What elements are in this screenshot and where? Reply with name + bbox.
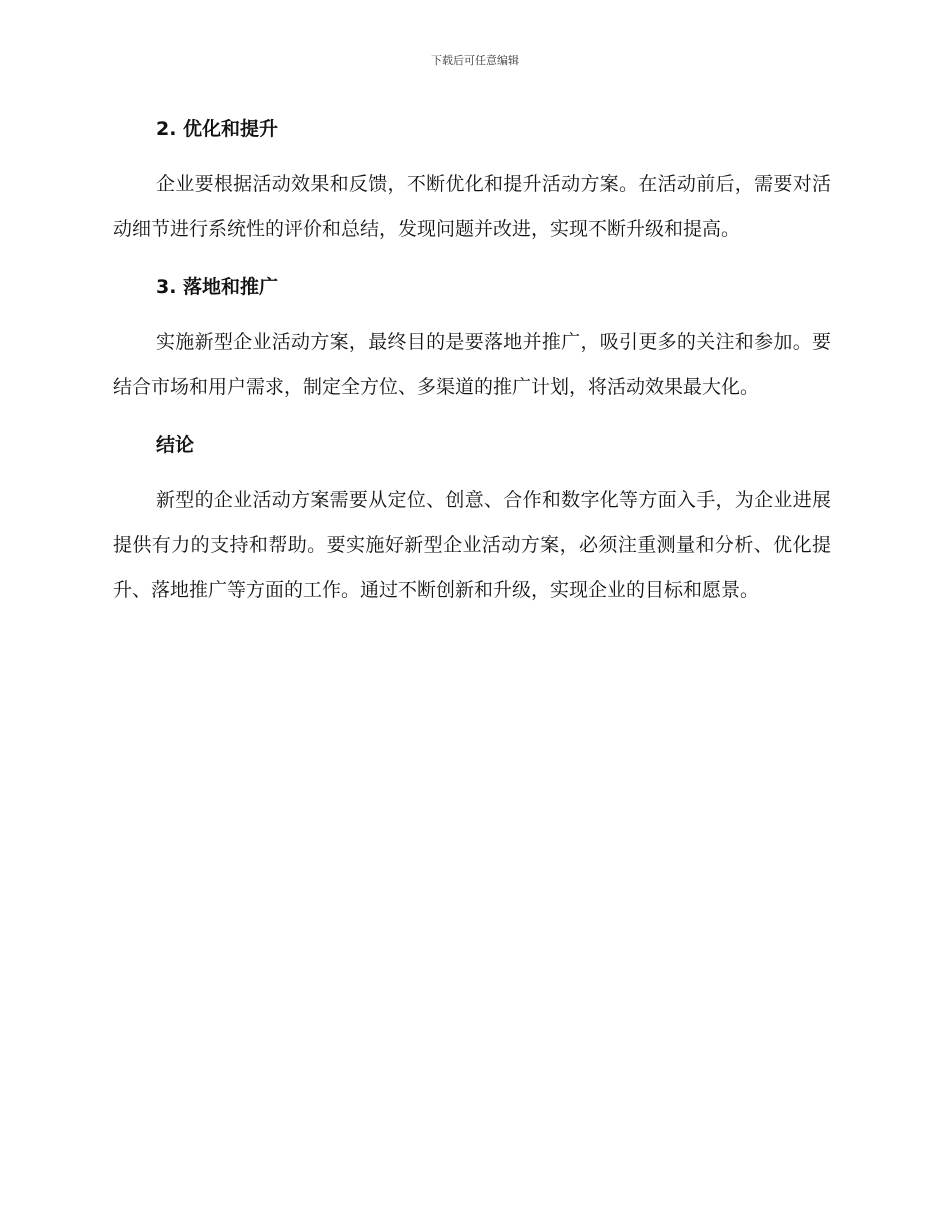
section-paragraph: 企业要根据活动效果和反馈，不断优化和提升活动方案。在活动前后，需要对活动细节进行系统性的评价和总结，发现问题并改进，实现不断升级和提高。 xyxy=(113,173,831,240)
section-heading: 结论 xyxy=(156,434,195,456)
section-promotion xyxy=(113,266,831,410)
section-heading: 2. 优化和提升 xyxy=(156,118,279,140)
section-paragraph: 实施新型企业活动方案，最终目的是要落地并推广，吸引更多的关注和参加。要结合市场和用户需求，制定全方位、多渠道的推广计划，将活动效果最大化。 xyxy=(113,331,831,398)
document-body xyxy=(113,108,831,613)
page-header: 下载后可任意编辑 xyxy=(431,54,519,67)
section-conclusion xyxy=(113,424,831,613)
section-paragraph: 新型的企业活动方案需要从定位、创意、合作和数字化等方面入手，为企业进展提供有力的支持和帮助。要实施好新型企业活动方案，必须注重测量和分析、优化提升、落地推广等方面的工作。通过不断创新和升级，实现企业的目标和愿景。 xyxy=(113,489,831,601)
section-optimize xyxy=(113,108,831,252)
section-heading: 3. 落地和推广 xyxy=(156,276,279,298)
